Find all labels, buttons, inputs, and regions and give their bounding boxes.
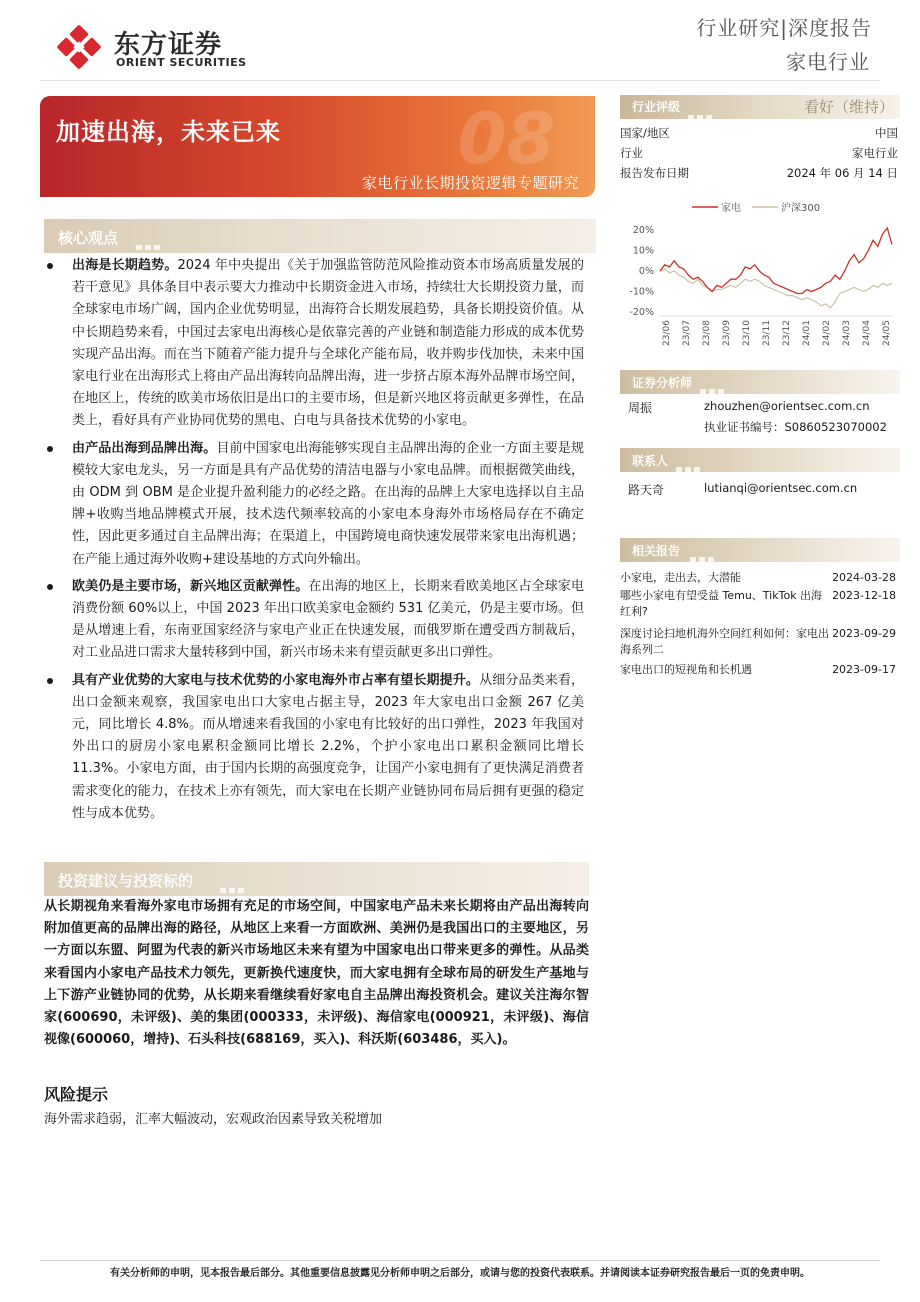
analyst-heading: 证券分析师 — [632, 376, 693, 390]
footer-divider — [40, 1260, 880, 1261]
related-report[interactable]: 家电出口的短视角和长机遇 2023-09-17 — [620, 663, 896, 676]
x-tick-label: 23/11 — [762, 320, 772, 346]
x-tick-label: 24/01 — [802, 320, 812, 346]
footer-disclaimer: 有关分析师的申明，见本报告最后部分。其他重要信息披露见分析师申明之后部分，或请与您的投资代表联系。并请阅读本证券研究报告最后一页的免责申明。 — [110, 1268, 810, 1279]
analyst-name: 周振 — [628, 401, 653, 415]
analyst-section-header — [620, 370, 900, 394]
x-tick-label: 24/03 — [842, 320, 852, 346]
report-title: 加速出海，未来已来 — [56, 118, 281, 146]
brand-name-cn: 东方证券 — [114, 30, 223, 60]
core-heading: 核心观点 — [58, 229, 119, 247]
orient-logo-icon — [54, 22, 104, 72]
header-divider — [40, 80, 880, 81]
risk-heading: 风险提示 — [44, 1085, 109, 1104]
title-banner — [40, 96, 595, 197]
related-report[interactable]: 小家电，走出去，大潜能 2024-03-28 — [620, 571, 896, 584]
contact-heading: 联系人 — [632, 454, 669, 468]
performance-chart — [620, 196, 900, 356]
analyst-email[interactable]: zhouzhen@orientsec.com.cn — [704, 399, 870, 413]
series-line-沪深300 — [660, 269, 892, 308]
x-tick-label: 24/02 — [822, 320, 832, 346]
core-section-header — [44, 219, 596, 253]
series-line-家电 — [660, 228, 892, 294]
x-tick-label: 23/08 — [702, 320, 712, 346]
report-industry: 家电行业 — [786, 50, 870, 74]
rating-value: 看好（维持） — [803, 98, 894, 116]
invest-section-header — [44, 862, 589, 896]
decor-dots — [676, 457, 703, 463]
y-tick-label: -20% — [629, 307, 654, 318]
info-industry: 行业 家电行业 — [620, 146, 898, 160]
decor-dots — [700, 379, 727, 385]
related-report[interactable]: 哪些小家电有望受益 Temu、TikTok 出海红利? 2023-12-18 — [620, 589, 896, 618]
contact-section-header — [620, 448, 900, 472]
brand-logo — [54, 22, 254, 70]
report-subtitle: 家电行业长期投资逻辑专题研究 — [361, 174, 579, 192]
risk-text: 海外需求趋弱，汇率大幅波动，宏观政治因素导致关税增加 — [44, 1112, 383, 1127]
x-tick-label: 24/05 — [882, 320, 892, 346]
y-tick-label: 0% — [638, 266, 654, 277]
rating-header — [620, 95, 900, 119]
y-tick-label: 10% — [632, 245, 654, 257]
related-section-header — [620, 538, 900, 562]
rating-label: 行业评级 — [632, 100, 681, 114]
info-date: 报告发布日期 2024 年 06 月 14 日 — [620, 166, 898, 180]
legend-label-0: 家电 — [721, 203, 741, 214]
x-tick-label: 23/09 — [722, 320, 732, 346]
decor-dots — [136, 235, 163, 241]
related-report[interactable]: 深度讨论扫地机海外空间红利如何：家电出海系列二 2023-09-29 — [620, 627, 896, 656]
x-tick-label: 24/04 — [862, 320, 872, 346]
x-tick-label: 23/06 — [662, 320, 672, 346]
info-country: 国家/地区 中国 — [620, 126, 898, 140]
list-item: 具有产业优势的大家电与技术优势的小家电海外市占率有望长期提升。从细分品类来看，出口金额来观察，我国家电出口大家电占据主导，2023 年大家电出口金额 267 亿美元，同比增长 4.8%。而从增速来看我国的小家电有比较好的出口弹性，2023 年我国对外出口的厨房小家电累积金额同比增长 2.2%，个护小家电出口累积金额同比增长 11.3%。小家电方面，由于国内长期的高强度竞争，让国产小家电拥有了更快满足消费者需求变化的能力，在技术上亦有领先，而大家电在长期产业链协同布局后拥有更强的稳定性与成本优势。 — [44, 670, 584, 825]
banner-watermark: 08 — [457, 98, 555, 180]
list-item: 欧美仍是主要市场，新兴地区贡献弹性。在出海的地区上，长期来看欧美地区占全球家电消费份额 60%以上，中国 2023 年出口欧美家电金额约 531 亿美元，仍是主要市场。但是从增速上看，东南亚国家经济与家电产业正在快速发展，而俄罗斯在遭受西方制裁后，对工业品进口需求大量转移到中国，新兴市场未来有望贡献更多出口弹性。 — [44, 576, 584, 665]
y-tick-label: -10% — [629, 286, 654, 298]
list-item: 由产品出海到品牌出海。目前中国家电出海能够实现自主品牌出海的企业一方面主要是规模较大家电龙头，另一方面是具有产品优势的清洁电器与小家电品牌。而根据微笑曲线，由 ODM 到 OBM 是企业提升盈利能力的必经之路。在出海的品牌上大家电选择以自主品牌+收购当地品牌模式开展，技术迭代频率较高的小家电本身海外市场格局存在不确定性，因此更多通过自主品牌出海；在渠道上，中国跨境电商快速发展带来家电出海机遇；在产能上通过海外收购+建设基地的方式向外输出。 — [44, 438, 584, 571]
report-type: 行业研究|深度报告 — [696, 16, 872, 40]
list-item: 出海是长期趋势。2024 年中央提出《关于加强监管防范风险推动资本市场高质量发展的若干意见》具体条目中表示要大力推动中长期资金进入市场，持续壮大长期投资力量，而全球家电市场广阔，国内企业优势明显，出海符合长期发展趋势，具备长期投资价值。从中长期趋势来看，中国过去家电出海核心是依靠完善的产业链和制造能力形成的成本优势实现产品出海。而在当下随着产能力提升与全球化产能布局，收并购步伐加快，未来中国家电行业在出海形式上将由产品出海转向品牌出海，进一步挤占原本海外品牌市场空间，在地区上，传统的欧美市场依旧是出口的主要市场，但是新兴地区将贡献更多弹性，在品类上，看好具有产业协同优势的黑电、白电与具备技术优势的小家电。 — [44, 255, 584, 433]
legend-label-1: 沪深300 — [781, 203, 821, 214]
contact-email[interactable]: lutianqi@orientsec.com.cn — [704, 481, 858, 495]
decor-dots — [688, 105, 715, 111]
y-tick-label: 20% — [632, 225, 654, 236]
x-tick-label: 23/07 — [682, 320, 692, 346]
core-bullets — [44, 255, 584, 830]
invest-heading: 投资建议与投资标的 — [58, 872, 194, 890]
decor-dots — [220, 878, 247, 884]
x-tick-label: 23/10 — [742, 320, 752, 346]
x-tick-label: 23/12 — [782, 320, 792, 346]
contact-name: 路天奇 — [628, 483, 665, 497]
analyst-cert: 执业证书编号：S0860523070002 — [704, 420, 887, 434]
brand-name-en: ORIENT SECURITIES — [116, 56, 247, 69]
invest-text: 从长期视角来看海外家电市场拥有充足的市场空间，中国家电产品未来长期将由产品出海转向附加值更高的品牌出海的路径，从地区上来看一方面欧洲、美洲仍是我国出口的主要地区，另一方面以东盟、阿盟为代表的新兴市场地区未来有望为中国家电出口带来更多的弹性。从品类来看国内小家电产品技术力领先，更新换代速度快，而大家电拥有全球布局的研发生产基地与上下游产业链协同的优势，从长期来看继续看好家电自主品牌出海投资机会。建议关注海尔智家(600690，未评级)、美的集团(000333，未评级)、海信家电(000921，未评级)、海信视像(600060，增持)、石头科技(688169，买入)、科沃斯(603486，买入)。 — [44, 899, 589, 1048]
related-heading: 相关报告 — [632, 544, 681, 558]
decor-dots — [690, 547, 717, 553]
